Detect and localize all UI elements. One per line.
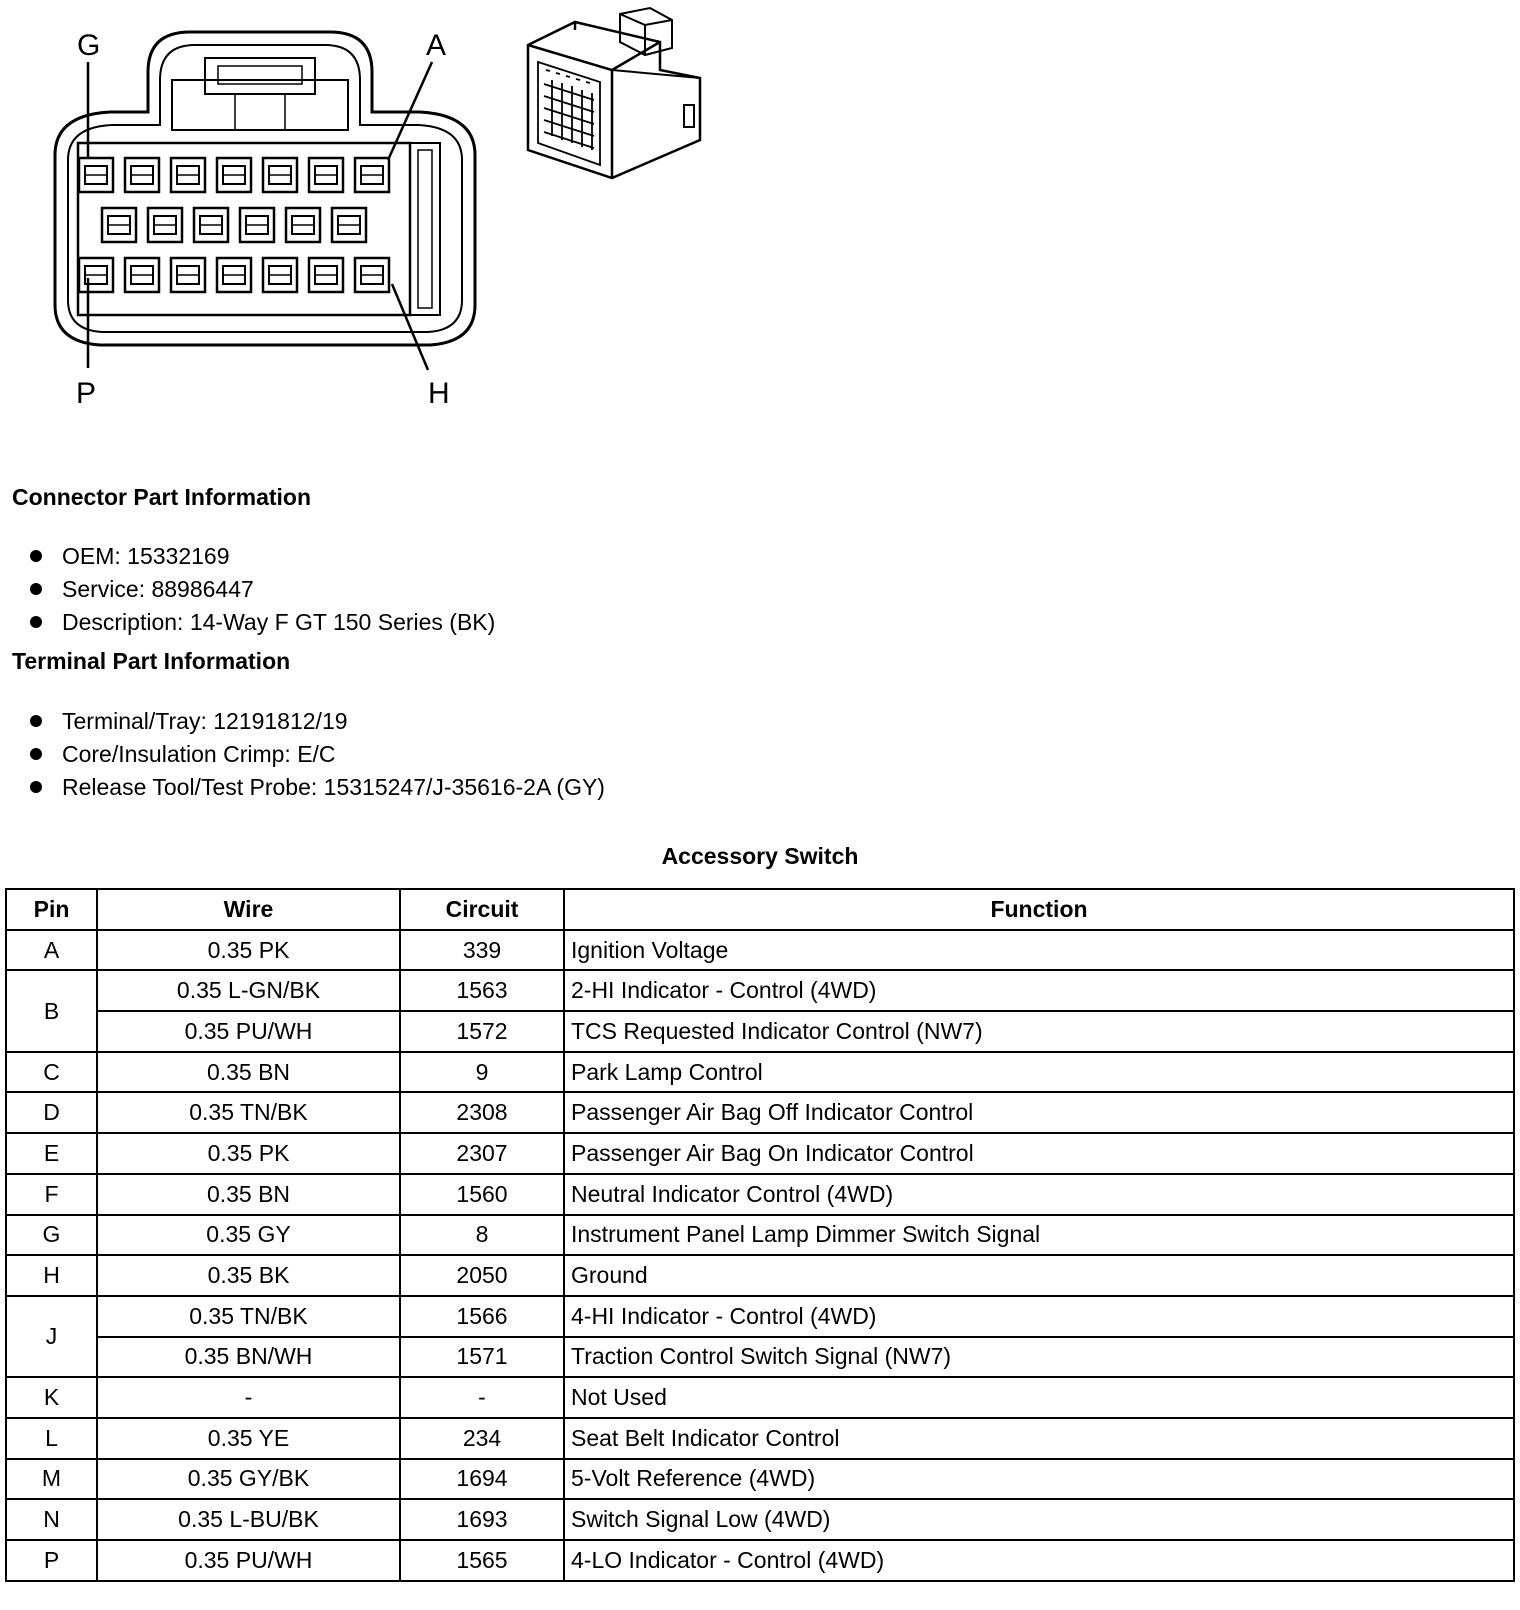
- terminal-cavity: [355, 158, 389, 192]
- pin-cell: B: [6, 970, 97, 1051]
- wire-cell: 0.35 GY: [97, 1215, 400, 1256]
- wire-cell: 0.35 BK: [97, 1255, 400, 1296]
- circuit-cell: 9: [400, 1052, 564, 1093]
- terminal-cavity: [217, 258, 251, 292]
- function-cell: Neutral Indicator Control (4WD): [564, 1174, 1514, 1215]
- wire-cell: 0.35 BN: [97, 1174, 400, 1215]
- function-cell: Instrument Panel Lamp Dimmer Switch Signal: [564, 1215, 1514, 1256]
- pin-cell: D: [6, 1092, 97, 1133]
- terminal-cavity: [240, 208, 274, 242]
- pin-cell: A: [6, 930, 97, 971]
- list-item: Service: 88986447: [28, 573, 495, 606]
- function-cell: TCS Requested Indicator Control (NW7): [564, 1011, 1514, 1052]
- table-row: [6, 1296, 1514, 1337]
- terminal-cavity: [332, 208, 366, 242]
- terminal-cavity: [79, 158, 113, 192]
- pin-cell: J: [6, 1296, 97, 1377]
- pin-label-a: A: [426, 29, 447, 62]
- terminal-cavity: [194, 208, 228, 242]
- terminal-cavity: [309, 158, 343, 192]
- circuit-cell: -: [400, 1377, 564, 1418]
- connector-info-heading: Connector Part Information: [12, 484, 312, 510]
- function-cell: 4-HI Indicator - Control (4WD): [564, 1296, 1514, 1337]
- wire-cell: 0.35 PK: [97, 930, 400, 971]
- function-cell: Park Lamp Control: [564, 1052, 1514, 1093]
- function-cell: Passenger Air Bag Off Indicator Control: [564, 1092, 1514, 1133]
- list-item: Core/Insulation Crimp: E/C: [28, 738, 605, 771]
- connector-diagram: [0, 0, 1520, 430]
- terminal-cavity: [102, 208, 136, 242]
- pin-cell: N: [6, 1499, 97, 1540]
- terminal-cavity: [125, 158, 159, 192]
- terminal-cavity: [355, 258, 389, 292]
- function-cell: Ground: [564, 1255, 1514, 1296]
- pin-cell: C: [6, 1052, 97, 1093]
- circuit-cell: 2308: [400, 1092, 564, 1133]
- table-row: [6, 1052, 1514, 1093]
- connector-face: [55, 32, 475, 345]
- circuit-cell: 1563: [400, 970, 564, 1011]
- wire-cell: -: [97, 1377, 400, 1418]
- wire-cell: 0.35 PK: [97, 1133, 400, 1174]
- table-row: [6, 1418, 1514, 1459]
- function-cell: Passenger Air Bag On Indicator Control: [564, 1133, 1514, 1174]
- terminal-cavity: [148, 208, 182, 242]
- wire-cell: 0.35 PU/WH: [97, 1540, 400, 1581]
- list-item: OEM: 15332169: [28, 540, 495, 573]
- terminal-info-list: [28, 705, 605, 804]
- table-row: [6, 930, 1514, 971]
- terminal-cavity: [171, 258, 205, 292]
- table-row: [6, 1011, 1514, 1052]
- function-cell: 2-HI Indicator - Control (4WD): [564, 970, 1514, 1011]
- table-row: [6, 1540, 1514, 1581]
- circuit-cell: 1693: [400, 1499, 564, 1540]
- table-row: [6, 1377, 1514, 1418]
- terminal-info-heading: Terminal Part Information: [12, 648, 291, 674]
- circuit-cell: 2050: [400, 1255, 564, 1296]
- wire-cell: 0.35 TN/BK: [97, 1296, 400, 1337]
- terminal-cavity: [286, 208, 320, 242]
- circuit-cell: 234: [400, 1418, 564, 1459]
- table-row: [6, 1255, 1514, 1296]
- wire-cell: 0.35 BN/WH: [97, 1337, 400, 1378]
- table-row: [6, 1092, 1514, 1133]
- function-cell: Seat Belt Indicator Control: [564, 1418, 1514, 1459]
- function-cell: 5-Volt Reference (4WD): [564, 1459, 1514, 1500]
- terminal-cavity: [263, 158, 297, 192]
- pin-cell: G: [6, 1215, 97, 1256]
- pin-label-p: P: [76, 377, 97, 410]
- wire-cell: 0.35 BN: [97, 1052, 400, 1093]
- table-header-row: [6, 889, 1514, 930]
- table-row: [6, 1215, 1514, 1256]
- pin-cell: H: [6, 1255, 97, 1296]
- table-title: Accessory Switch: [661, 843, 859, 869]
- circuit-cell: 1571: [400, 1337, 564, 1378]
- circuit-cell: 1566: [400, 1296, 564, 1337]
- pin-cell: K: [6, 1377, 97, 1418]
- column-header-pin: Pin: [6, 889, 97, 930]
- function-cell: Ignition Voltage: [564, 930, 1514, 971]
- function-cell: 4-LO Indicator - Control (4WD): [564, 1540, 1514, 1581]
- circuit-cell: 339: [400, 930, 564, 971]
- circuit-cell: 1565: [400, 1540, 564, 1581]
- column-header-function: Function: [564, 889, 1514, 930]
- circuit-cell: 1572: [400, 1011, 564, 1052]
- pin-cell: P: [6, 1540, 97, 1581]
- wire-cell: 0.35 YE: [97, 1418, 400, 1459]
- circuit-cell: 1560: [400, 1174, 564, 1215]
- terminal-cavity: [171, 158, 205, 192]
- list-item: Description: 14-Way F GT 150 Series (BK): [28, 606, 495, 639]
- terminal-cavities: [79, 158, 389, 292]
- circuit-cell: 2307: [400, 1133, 564, 1174]
- pin-cell: L: [6, 1418, 97, 1459]
- terminal-cavity: [263, 258, 297, 292]
- wire-cell: 0.35 GY/BK: [97, 1459, 400, 1500]
- table-row: [6, 1133, 1514, 1174]
- column-header-wire: Wire: [97, 889, 400, 930]
- table-row: [6, 970, 1514, 1011]
- table-row: [6, 1459, 1514, 1500]
- table-row: [6, 1499, 1514, 1540]
- wire-cell: 0.35 L-BU/BK: [97, 1499, 400, 1540]
- table-row: [6, 1337, 1514, 1378]
- pin-cell: M: [6, 1459, 97, 1500]
- table-row: [6, 1174, 1514, 1215]
- wire-cell: 0.35 TN/BK: [97, 1092, 400, 1133]
- wire-cell: 0.35 PU/WH: [97, 1011, 400, 1052]
- terminal-cavity: [125, 258, 159, 292]
- circuit-cell: 8: [400, 1215, 564, 1256]
- list-item: Terminal/Tray: 12191812/19: [28, 705, 605, 738]
- wire-cell: 0.35 L-GN/BK: [97, 970, 400, 1011]
- pin-cell: E: [6, 1133, 97, 1174]
- pin-cell: F: [6, 1174, 97, 1215]
- pin-label-g: G: [77, 29, 101, 62]
- circuit-cell: 1694: [400, 1459, 564, 1500]
- pinout-table: [5, 888, 1515, 1582]
- column-header-circuit: Circuit: [400, 889, 564, 930]
- list-item: Release Tool/Test Probe: 15315247/J-35616-2A (GY): [28, 771, 605, 804]
- terminal-cavity: [79, 258, 113, 292]
- function-cell: Traction Control Switch Signal (NW7): [564, 1337, 1514, 1378]
- connector-info-list: [28, 540, 495, 639]
- terminal-cavity: [309, 258, 343, 292]
- function-cell: Not Used: [564, 1377, 1514, 1418]
- connector-3d-illustration: [528, 8, 700, 178]
- function-cell: Switch Signal Low (4WD): [564, 1499, 1514, 1540]
- terminal-cavity: [217, 158, 251, 192]
- pin-label-h: H: [428, 377, 450, 410]
